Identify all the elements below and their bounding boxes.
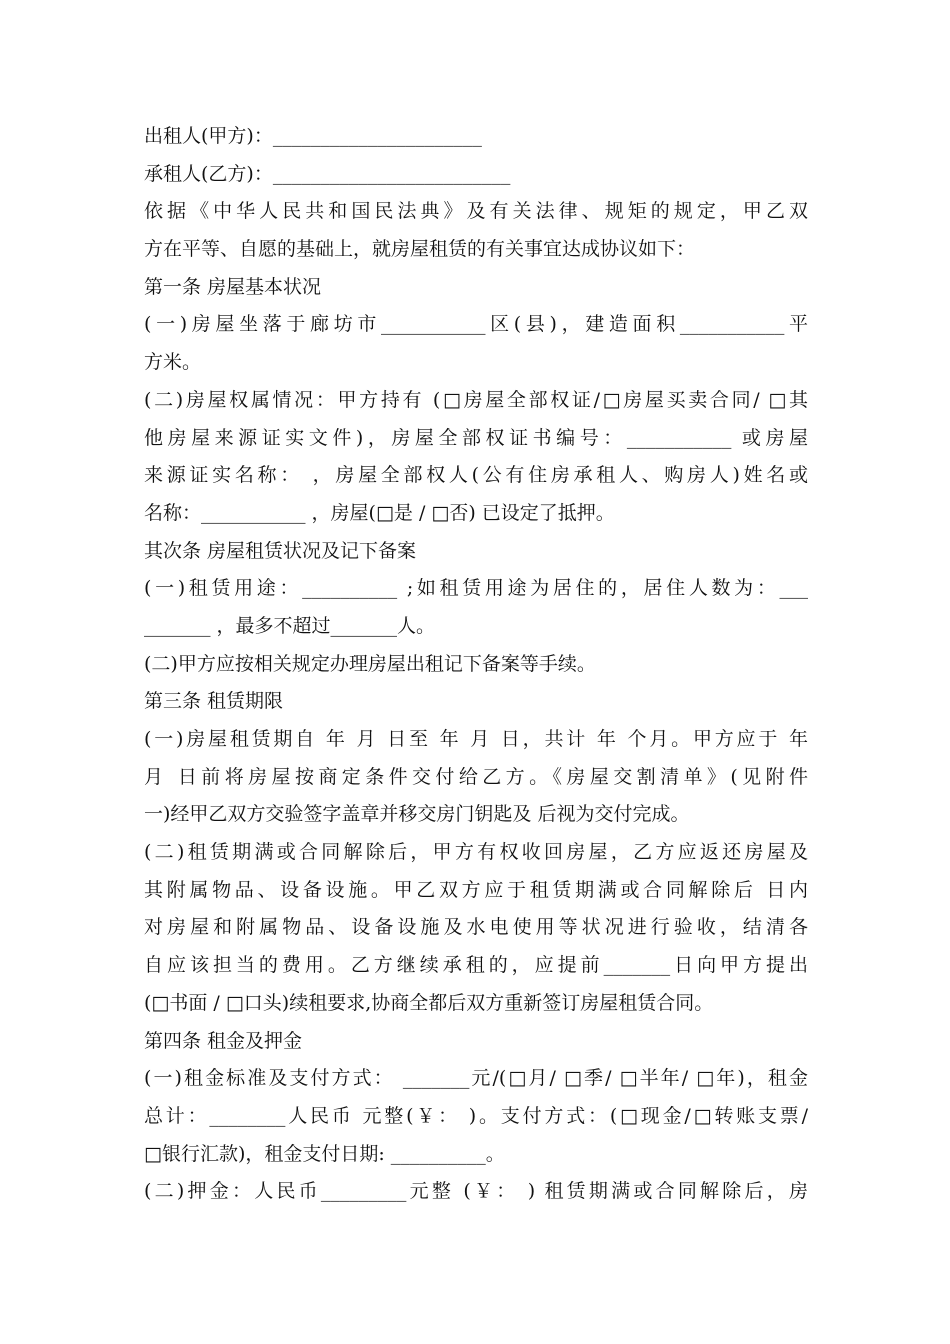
article-1-heading: 第一条 房屋基本状况 [144, 275, 322, 298]
article-3-clause-2-line-2: 其附属物品、设备设施。甲乙双方应于租赁期满或合同解除后 日内 [144, 878, 808, 901]
article-3-clause-2-line-1: (二)租赁期满或合同解除后，甲方有权收回房屋，乙方应返还房屋及 [144, 841, 808, 864]
preamble-line-1: 依据《中华人民共和国民法典》及有关法律、规矩的规定，甲乙双 [144, 200, 808, 223]
lessor-line: 出租人(甲方)：______________________ [144, 125, 482, 147]
lessee-line: 承租人(乙方)：_________________________ [144, 162, 511, 185]
article-3-clause-2-line-5: (□书面 / □口头)续租要求,协商全都后双方重新签订房屋租赁合同。 [144, 991, 714, 1014]
article-4-heading: 第四条 租金及押金 [144, 1029, 303, 1052]
article-4-clause-1-line-3: □银行汇款)，租金支付日期: __________。 [144, 1142, 505, 1165]
contract-page [144, 118, 808, 1211]
article-2-clause-2: (二)甲方应按相关规定办理房屋出租记下备案等手续。 [144, 652, 596, 675]
article-1-clause-1-line-1: (一)房屋坐落于廊坊市___________区(县)，建造面积___________平 [144, 313, 808, 336]
article-4-clause-1-line-2: 总计：________人民币 元整(￥： )。支付方式：(□现金/□转账支票/ [144, 1104, 808, 1127]
preamble-line-2: 方在平等、自愿的基础上，就房屋租赁的有关事宜达成协议如下： [144, 238, 696, 261]
article-1-clause-2-line-1: (二)房屋权属情况：甲方持有 (□房屋全部权证/□房屋买卖合同/ □其 [144, 388, 808, 411]
article-3-clause-1-line-1: (一)房屋租赁期自 年 月 日至 年 月 日，共计 年 个月。甲方应于 年 [144, 728, 808, 750]
article-4-clause-2-line-1: (二)押金：人民币_________元整 (￥： ) 租赁期满或合同解除后，房 [144, 1180, 808, 1203]
article-3-clause-1-line-2: 月 日前将房屋按商定条件交付给乙方。《房屋交割清单》(见附件 [144, 765, 808, 788]
article-2-clause-1-line-1: (一)租赁用途：__________ ;如租赁用途为居住的，居住人数为：___ [144, 577, 808, 600]
article-2-clause-1-line-2: _______ ，最多不超过_______人。 [144, 614, 436, 637]
article-4-clause-1-line-1: (一)租金标准及支付方式： _______元/(□月/ □季/ □半年/ □年)，租金 [144, 1067, 808, 1090]
article-3-clause-2-line-4: 自应该担当的费用。乙方继续承租的，应提前_______日向甲方提出 [144, 954, 808, 977]
article-3-heading: 第三条 租赁期限 [144, 690, 284, 713]
article-1-clause-2-line-2: 他房屋来源证实文件)，房屋全部权证书编号：___________ 或房屋 [144, 426, 808, 449]
article-3-clause-2-line-3: 对房屋和附属物品、设备设施及水电使用等状况进行验收，结清各 [144, 916, 808, 939]
article-2-heading: 其次条 房屋租赁状况及记下备案 [144, 539, 417, 562]
article-3-clause-1-line-3: 一)经甲乙双方交验签字盖章并移交房门钥匙及 后视为交付完成。 [144, 803, 690, 826]
article-1-clause-2-line-4: 名称：___________ ，房屋(□是 / □否) 已设定了抵押。 [144, 501, 615, 524]
article-1-clause-1-line-2: 方米。 [144, 351, 202, 374]
article-1-clause-2-line-3: 来源证实名称： ，房屋全部权人(公有住房承租人、购房人)姓名或 [144, 464, 808, 487]
